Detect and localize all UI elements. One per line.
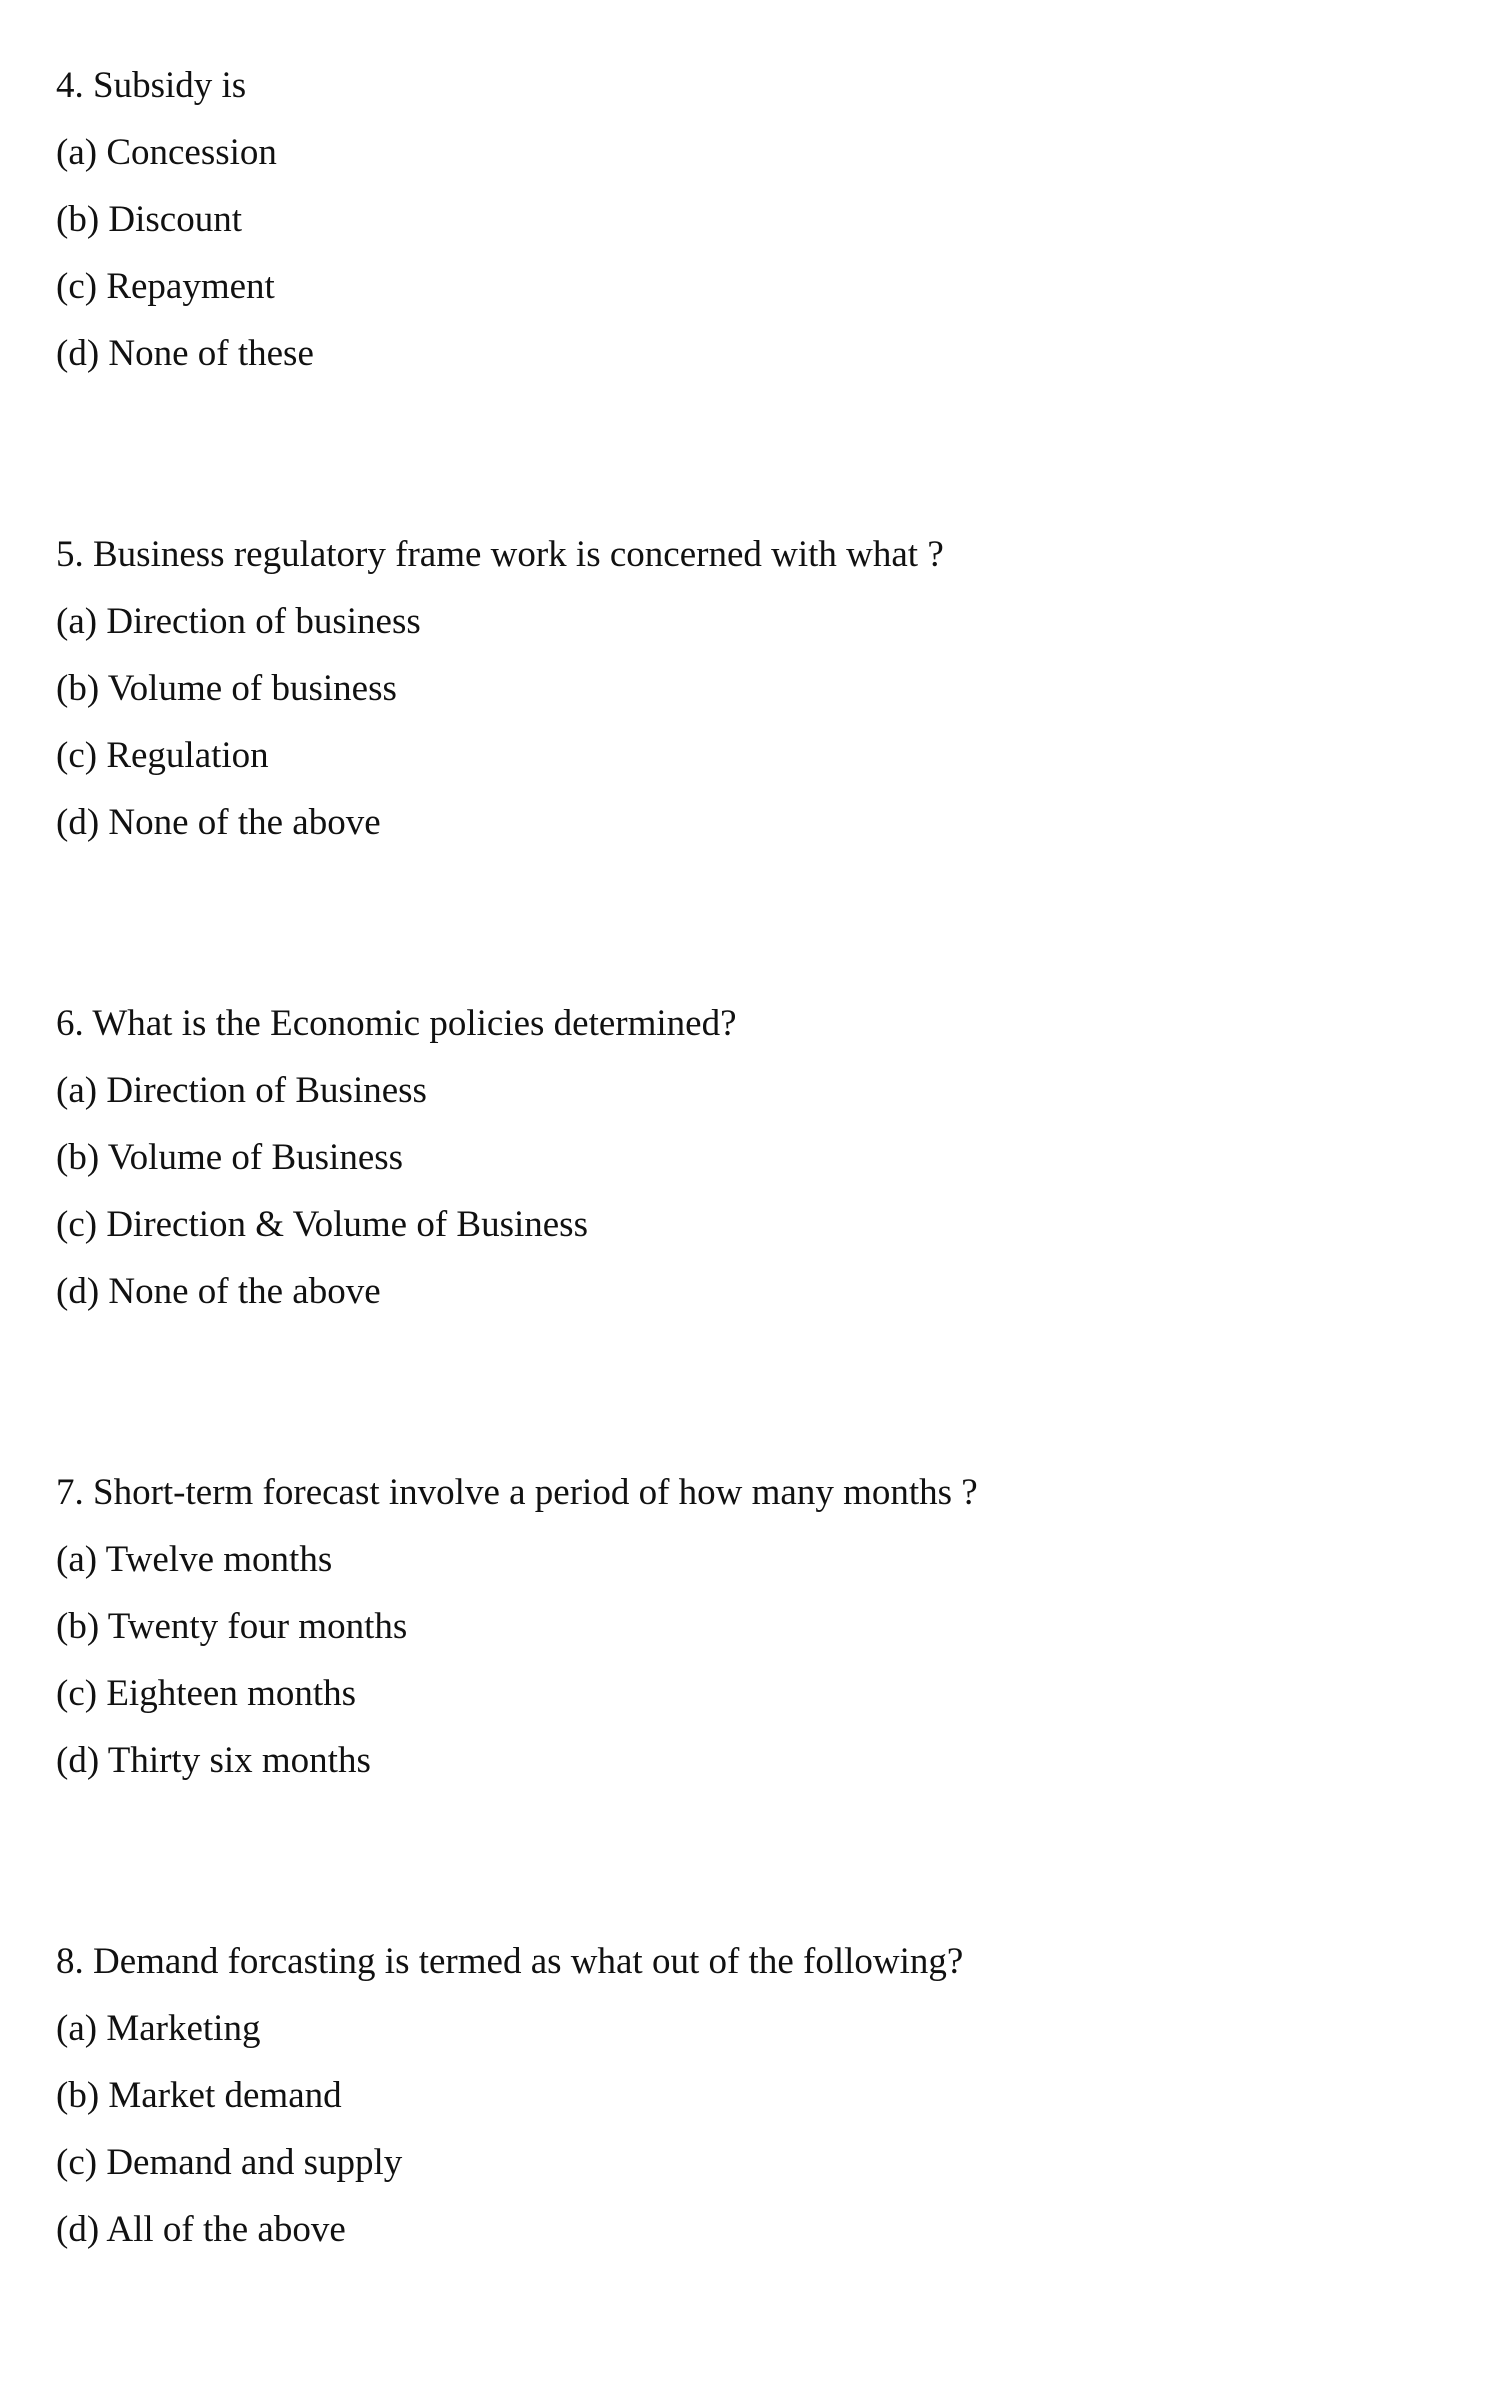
question-text: 4. Subsidy is (56, 65, 247, 106)
option-b: (b) Discount (56, 199, 242, 240)
option-a: (a) Direction of business (56, 601, 421, 642)
option-c: (c) Repayment (56, 266, 275, 307)
option-b: (b) Market demand (56, 2075, 342, 2116)
question-text: 7. Short-term forecast involve a period of how many months ? (56, 1472, 978, 1513)
option-d: (d) None of these (56, 333, 314, 374)
option-c: (c) Eighteen months (56, 1673, 357, 1714)
question-6 (56, 990, 1456, 1325)
option-d: (d) Thirty six months (56, 1740, 371, 1781)
question-8 (56, 1928, 1456, 2263)
option-b: (b) Volume of business (56, 668, 397, 709)
option-c: (c) Direction & Volume of Business (56, 1204, 588, 1245)
option-c: (c) Demand and supply (56, 2142, 403, 2183)
document-page (56, 52, 1456, 2397)
question-5 (56, 521, 1456, 856)
option-b: (b) Twenty four months (56, 1606, 408, 1647)
option-d: (d) None of the above (56, 802, 381, 843)
option-a: (a) Marketing (56, 2008, 261, 2049)
question-4 (56, 52, 1456, 387)
question-7 (56, 1459, 1456, 1794)
option-d: (d) None of the above (56, 1271, 381, 1312)
option-a: (a) Direction of Business (56, 1070, 427, 1111)
option-c: (c) Regulation (56, 735, 269, 776)
question-text: 8. Demand forcasting is termed as what out of the following? (56, 1941, 964, 1982)
option-a: (a) Twelve months (56, 1539, 333, 1580)
option-d: (d) All of the above (56, 2209, 346, 2250)
option-b: (b) Volume of Business (56, 1137, 404, 1178)
question-text: 5. Business regulatory frame work is concerned with what ? (56, 534, 944, 575)
question-text: 6. What is the Economic policies determined? (56, 1003, 737, 1044)
option-a: (a) Concession (56, 132, 277, 173)
